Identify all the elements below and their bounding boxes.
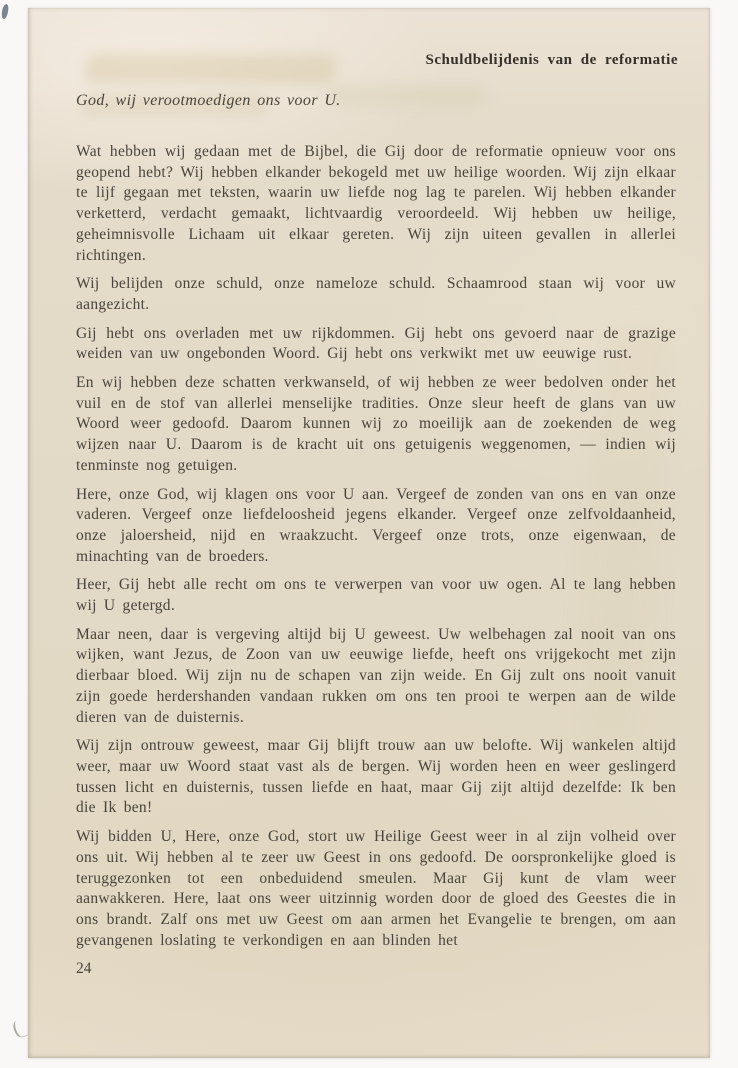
paragraph: Wij zijn ontrouw geweest, maar Gij blijft trouw aan uw belofte. Wij wankelen altijd weer, maar uw Woord staat vast als de bergen. Wij worden heen en weer geslingerd tussen licht en duisternis, tussen liefde en haat, maar Gij zijt altijd dezelfde: Ik ben die Ik ben! <box>76 737 676 817</box>
text-block <box>76 92 676 980</box>
scanned-book-page <box>28 8 710 1058</box>
pen-mark-bottom-left <box>11 1019 27 1040</box>
paragraph: Heer, Gij hebt alle recht om ons te verwerpen van voor uw ogen. Al te lang hebben wij U getergd. <box>76 576 676 615</box>
paragraph: Here, onze God, wij klagen ons voor U aan. Vergeef de zonden van ons en van onze vaderen. Vergeef onze liefdeloosheid jegens elkander. Vergeef onze zelfvoldaanheid, onze jaloersheid, nijd en wraakzucht. Vergeef onze trots, onze eigenwaan, de minachting van de broeders. <box>76 485 676 565</box>
paragraph: Maar neen, daar is vergeving altijd bij U geweest. Uw welbehagen zal nooit van ons wijken, want Jezus, de Zoon van uw eeuwige liefde, heeft ons vrijgekocht met zijn dierbaar bloed. Wij zijn nu de schapen van zijn weide. En Gij zult ons nooit vanuit zijn goede herdershanden vandaan rukken om ons ten prooi te werpen aan de wilde dieren van de duisternis. <box>76 625 676 726</box>
show-through-ghost-text <box>85 54 337 84</box>
paragraph: Wij belijden onze schuld, onze nameloze schuld. Schaamrood staan wij voor uw aangezicht. <box>76 275 676 313</box>
paragraph: Gij hebt ons overladen met uw rijkdommen. Gij hebt ons gevoerd naar de grazige weiden van uw ongebonden Woord. Gij hebt ons verkwikt met uw eeuwige rust. <box>76 324 676 363</box>
pen-mark-top-left <box>0 3 9 19</box>
running-header: Schuldbelijdenis van de reformatie <box>425 52 678 68</box>
page-number: 24 <box>76 960 92 978</box>
paragraph: En wij hebben deze schatten verkwanseld, of wij hebben ze weer bedolven onder het vuil en de stof van allerlei menselijke tradities. Onze sleur heeft de glans van uw Woord weer gedoofd. Daarom kunnen wij zo moeilijk aan de zoekenden de weg wijzen naar U. Daarom is de kracht uit ons getuigenis weggenomen, — indien wij tenminste nog getuigen. <box>76 374 676 474</box>
paragraph: Wat hebben wij gedaan met de Bijbel, die Gij door de reformatie opnieuw voor ons geopend hebt? Wij hebben elkander bekogeld met uw heilige woorden. Wij zijn elkaar te lijf gegaan met teksten, waarin uw liefde nog lag te parelen. Wij hebben elkander verketterd, verdacht gemaakt, lichtvaardig veroordeeld. Wij hebben uw heilige, geheimnisvolle Lichaam uit elkaar gereten. Wij zijn uiteen gevallen in allerlei richtingen. <box>76 143 676 264</box>
opening-line: God, wij verootmoedigen ons voor U. <box>76 92 341 109</box>
paragraph: Wij bidden U, Here, onze God, stort uw Heilige Geest weer in al zijn volheid over ons uit. Wij hebben al te zeer uw Geest in ons gedoofd. De oorspronkelijke gloed is teruggezonken tot een onbeduidend smeulen. Maar Gij kunt de vlam weer aanwakkeren. Here, laat ons weer uitzinnig worden door de gloed des Geestes die in ons brandt. Zalf ons met uw Geest om aan armen het Evangelie te brengen, om aan gevangenen loslating te verkondigen en aan blinden het <box>76 828 676 949</box>
